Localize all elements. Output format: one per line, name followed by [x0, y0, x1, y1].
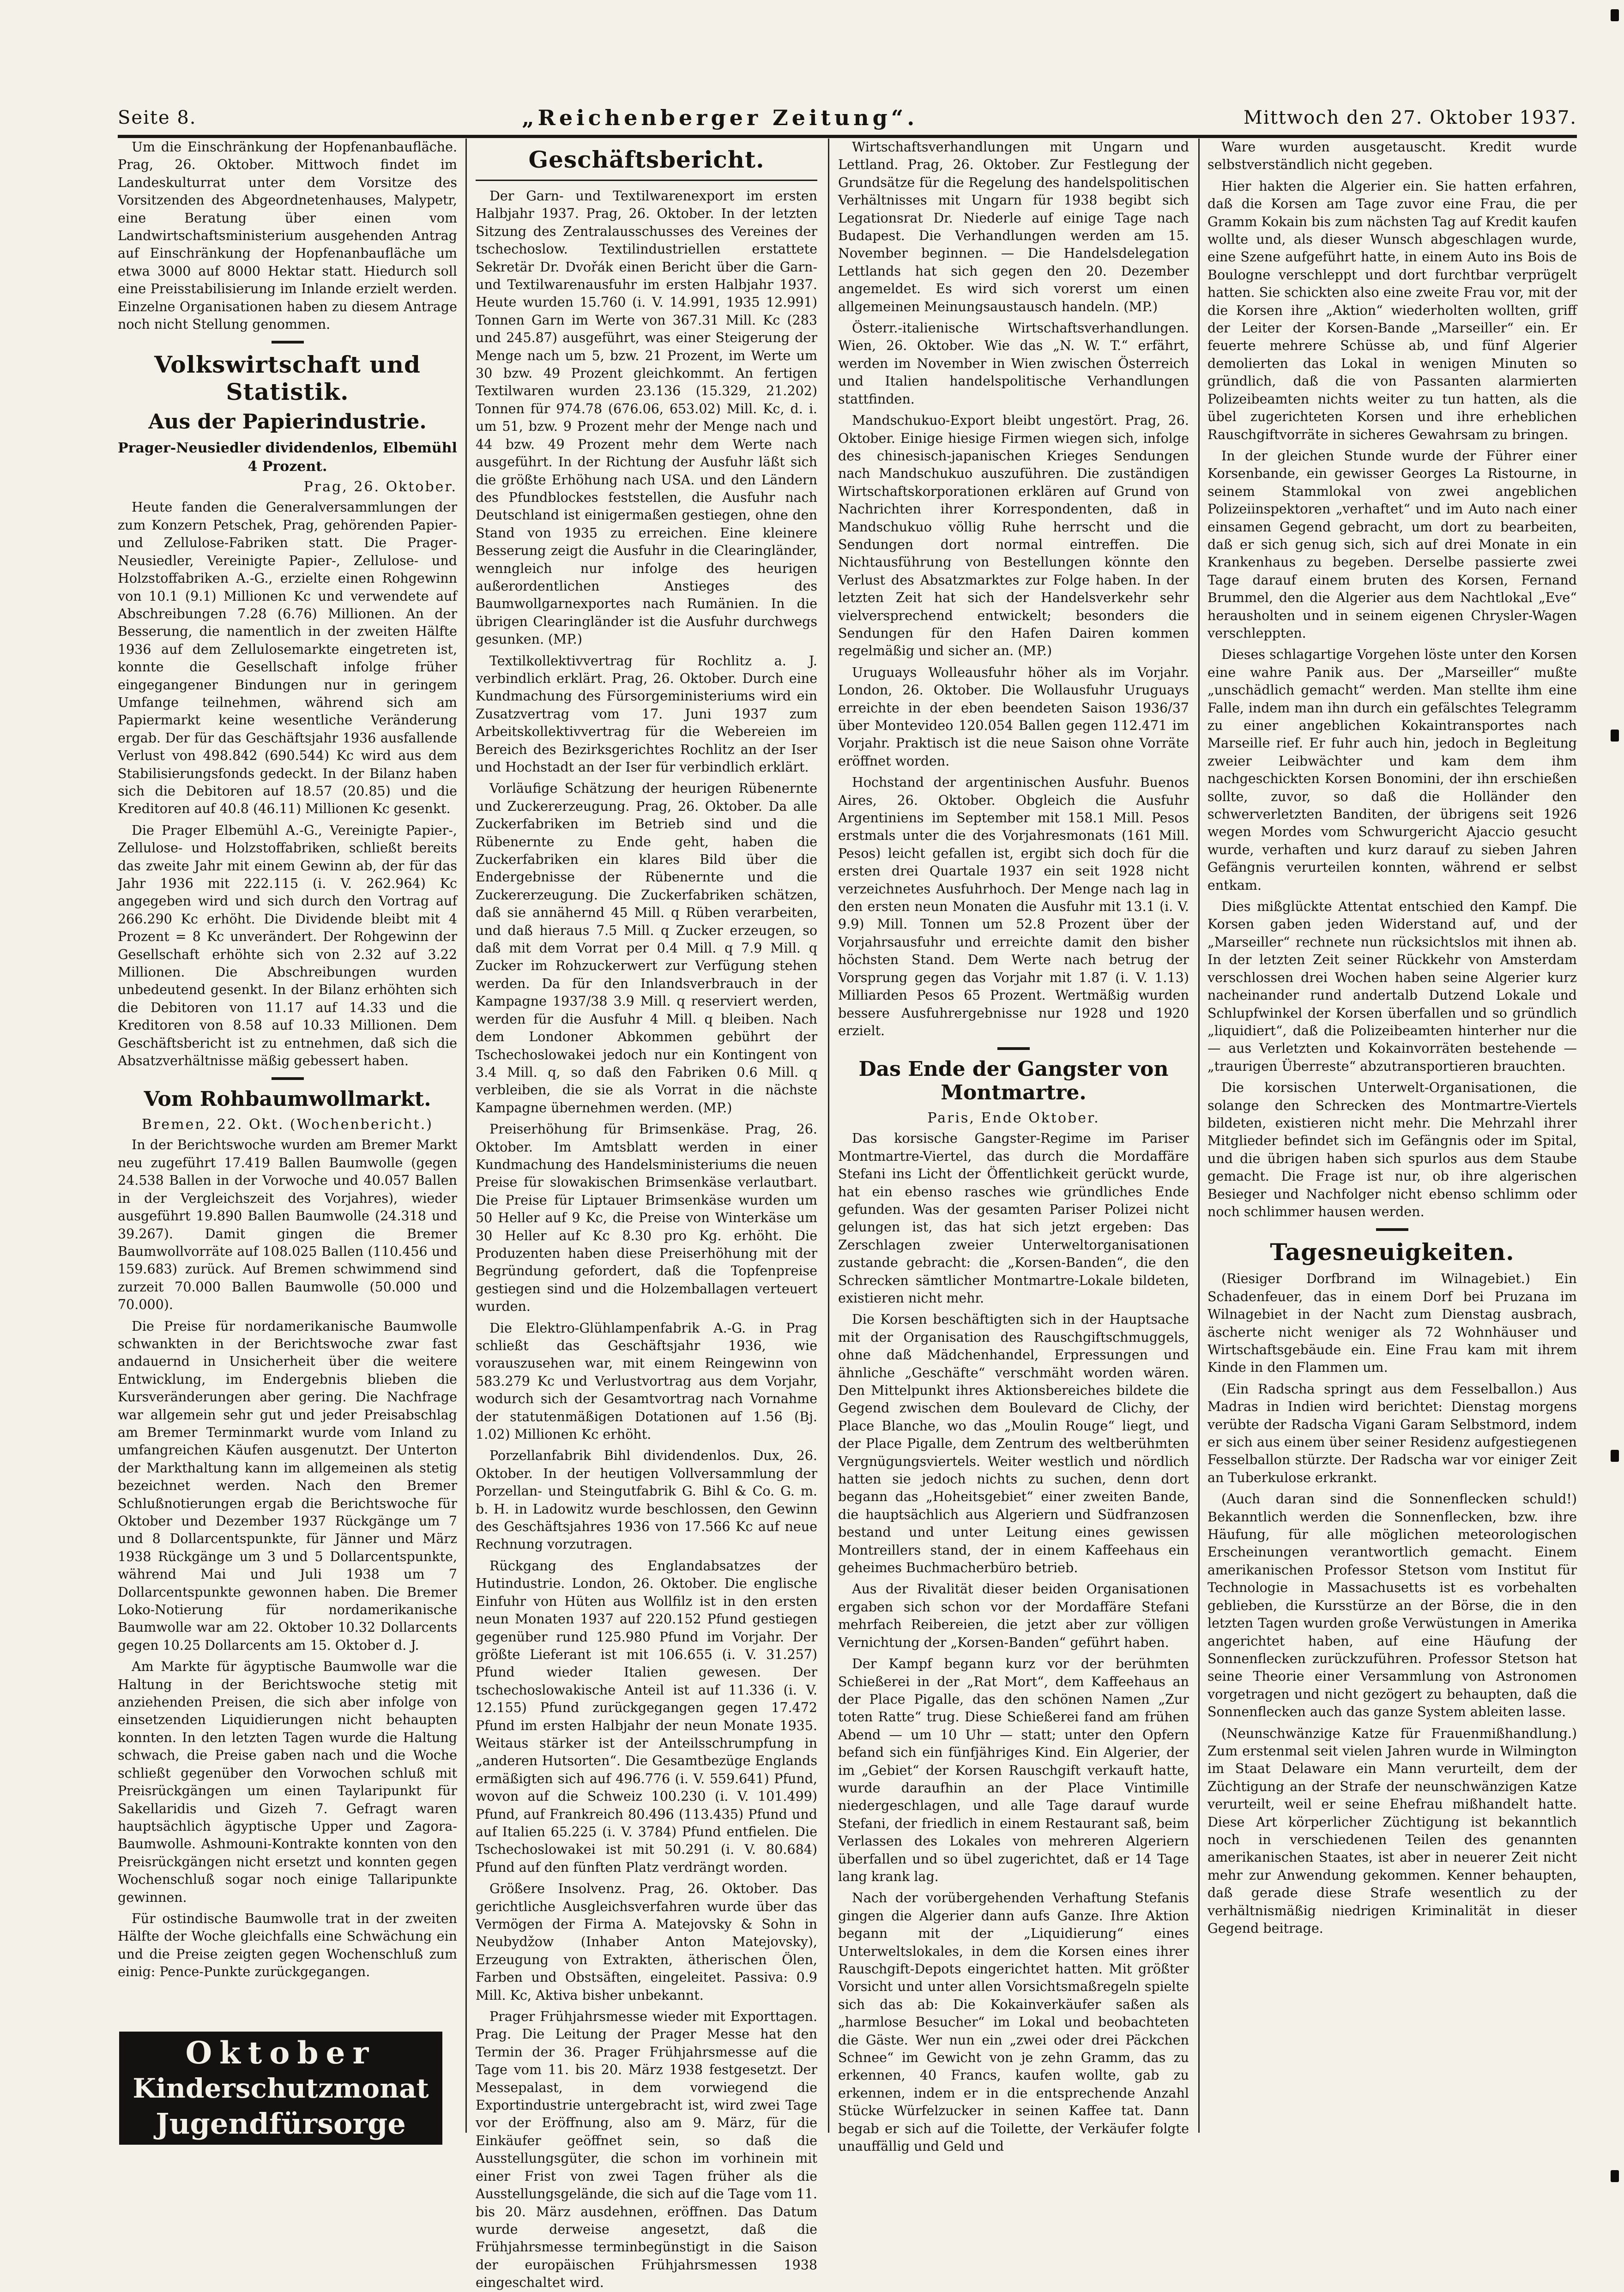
binding-hole: [1611, 2170, 1619, 2182]
column-divider: [828, 139, 829, 2133]
article-paragraph: Prager Frühjahrsmesse wieder mit Exporttagen. Prag. Die Leitung der Prager Messe hat den Termin der 36. Prager Frühjahrsmesse auf die Tage vom 11. bis 20. März 1938 festgesetzt. Der Messepalast, in dem vorwiegend die Exportindustrie untergebracht ist, wird zwei Tage vor der Eröffnung, also am 9. März, für die Einkäufer geöffnet sein, so daß die Ausstellungsgüter, die schon im vorhinein mit einer Frist von zwei Tagen früher als die Ausstellungsgelände, die sich auf die Tage vom 11. bis 20. März ausdehnen, eröffnen. Das Datum wurde derweise angesetzt, daß die Frühjahrsmesse terminbegünstigt in die Saison der europäischen Frühjahrsmessen 1938 eingeschaltet wird.: [476, 2009, 817, 2291]
column-4: [1207, 139, 1577, 2174]
issue-date: Mittwoch den 27. Oktober 1937.: [1243, 107, 1577, 128]
news-item: (Ein Radscha springt aus dem Fesselballon.) Aus Madras in Indien wird berichtet: Dienstag morgens verübte der Radscha Vigani Garam Selbstmord, indem er sich aus einem über seiner Residenz aufgestiegenen Fesselballon stürzte. Der Radscha war vor einiger Zeit an Tuberkulose erkrankt.: [1207, 1381, 1577, 1485]
article-paragraph: In der Berichtswoche wurden am Bremer Markt neu zugeführt 17.419 Ballen Baumwolle (gegen 24.538 Ballen in der Vorwoche und 40.057 Ballen in der Vergleichszeit des Vorjahres), wieder ausgeführt 19.890 Ballen Baumwolle (24.318 und 39.267). Damit gingen die Bremer Baumwollvorräte auf 108.025 Ballen (110.456 und 159.683) zurück. Auf Bremen schwimmend sind zurzeit 70.000 Ballen Baumwolle (50.000 und 70.000).: [118, 1137, 457, 1313]
article-heading-paper-industry: Aus der Papierindustrie.: [148, 410, 427, 434]
ad-line: Kinderschutzmonat: [133, 2072, 429, 2104]
article-paragraph: Österr.-italienische Wirtschaftsverhandlungen. Wien, 26. Oktober. Wie das „N. W. T.“ erfährt, werden im November in Wien zwischen Österreich und Italien handelspolitische Verhandlungen stattfinden.: [838, 320, 1189, 407]
page-number: Seite 8.: [118, 107, 197, 128]
news-item: (Auch daran sind die Sonnenflecken schuld!) Bekanntlich werden die Sonnenflecken, bzw. ihre Häufung, für alle möglichen meteorologischen Erscheinungen verantwortlich gemacht. Einem amerikanischen Professor Stetson vom Institut für Technologie in Massachusetts ist es vorbehalten geblieben, die Kursstürze an der Börse, die in den letzten Tagen wurden große Verwüstungen in Amerika angerichtet haben, auf eine Häufung der Sonnenflecken zurückzuführen. Professor Stetson hat seine Theorie einer Versammlung von Astronomen vorgetragen und nicht gezögert zu behaupten, daß die Sonnenflecken auch das ganze System ableiten lasse.: [1207, 1491, 1577, 1720]
separator: [272, 341, 304, 344]
article-paragraph: Der Garn- und Textilwarenexport im ersten Halbjahr 1937. Prag, 26. Oktober. In der letzten Sitzung des Zentralausschusses des Vereines der tschechoslow. Textilindustriellen erstattete Sekretär Dr. Dvořák einen Bericht über die Garn- und Textilwarenausfuhr im ersten Halbjahr 1937. Heute wurden 15.760 (i. V. 14.991, 1935 12.991) Tonnen Garn im Werte von 367.31 Mill. Kc (283 und 245.87) ausgeführt, was einer Steigerung der Menge nach um 5, bzw. 21 Prozent, im Werte um 30 bzw. 49 Prozent gleichkommt. An fertigen Textilwaren wurden 23.136 (15.329, 21.202) Tonnen für 974.78 (676.06, 653.02) Mill. Kc, d. i. um 51, bzw. 9 Prozent mehr der Menge nach und 44 bzw. 49 Prozent mehr dem Werte nach ausgeführt. In der Richtung der Ausfuhr läßt sich die größte Erhöhung nach USA. und den Ländern des Pfundblockes feststellen, die Ausfuhr nach Deutschland ist einigermaßen gestiegen, ohne den Stand von 1935 zu erreichen. Eine kleinere Besserung zeigt die Ausfuhr in die Clearingländer, wenngleich nur infolge des heurigen außerordentlichen Anstieges des Baumwollgarnexportes nach Rumänien. In die übrigen Clearingländer ist die Ausfuhr durchwegs gesunken. (MP.): [476, 188, 817, 647]
separator: [476, 180, 817, 181]
article-paragraph: Dieses schlagartige Vorgehen löste unter den Korsen eine wahre Panik aus. Der „Marseiller“ mußte „unschädlich gemacht“ werden. Man stellte ihm eine Falle, indem man ihn durch ein gefälschtes Telegramm zu einer angeblichen Kokaintransportes nach Marseille rief. Er fuhr auch hin, jedoch in Begleitung zweier Leibwächter und kam dem ihm nachgeschickten Korsen Bonomini, der ihn erschießen sollte, zuvor, so daß die Holländer den schwerverletzten Banditen, der übrigens seit 1926 wegen Mordes vom Schwurgericht Ajaccio gesucht wurde, verhaften und kurz darauf zu sieben Jahren Gefängnis verurteilen konnten, während er selbst entkam.: [1207, 647, 1577, 893]
article-paragraph: Das korsische Gangster-Regime im Pariser Montmartre-Viertel, das durch die Mordaffäre Stefani ins Licht der Öffentlichkeit gerückt wurde, hat ein ebenso rasches wie gründliches Ende gefunden. Was der gesamten Pariser Polizei nicht gelungen ist, das hat sich jetzt ergeben: Das Zerschlagen zweier Unterweltorganisationen zustande gebracht: die „Korsen-Banden“, die den Schrecken sämtlicher Montmartre-Lokale bildeten, existieren nicht mehr.: [838, 1131, 1189, 1306]
article-paragraph: Rückgang des Englandabsatzes der Hutindustrie. London, 26. Oktober. Die englische Einfuhr von Hüten aus Wollfilz ist in den ersten neun Monaten 1937 auf 220.152 Pfund gestiegen gegenüber rund 125.980 Pfund im Vorjahr. Der größte Lieferant ist mit 106.655 (i. V. 31.257) Pfund wieder Italien gewesen. Der tschechoslowakische Anteil ist auf 11.336 (i. V. 12.155) Pfund zurückgegangen gegen 17.472 Pfund im ersten Halbjahr der neun Monate 1935. Weitaus stärker ist der Anteilsschrumpfung in „anderen Hutsorten“. Die Gesamtbezüge Englands ermäßigten sich auf 496.776 (i. V. 559.641) Pfund, wovon auf die Schweiz 100.230 (i. V. 101.499) Pfund, auf Frankreich 80.496 (113.435) Pfund und auf Italien 65.225 (i. V. 3784) Pfund entfielen. Die Tschechoslowakei ist mit 50.291 (i. V. 80.684) Pfund auf den fünften Platz verdrängt worden.: [476, 1558, 817, 1875]
article-hop-acreage: Um die Einschränkung der Hopfenanbaufläche. Prag, 26. Oktober. Mittwoch findet im Landeskulturrat unter dem Vorsitze des Vorsitzenden des Abgeordnetenhauses, Malypetr, eine Beratung über einen vom Landwirtschaftsministerium ausgehenden Antrag auf Einschränkung der Hopfenanbaufläche um etwa 3000 auf 8000 Hektar statt. Hiedurch soll eine Preisstabilisierung im Inlande erzielt werden. Einzelne Organisationen haben zu diesem Antrage noch nicht Stellung genommen.: [118, 139, 457, 332]
article-paragraph: Dies mißglückte Attentat entschied den Kampf. Die Korsen gaben jeden Widerstand auf, und der „Marseiller“ rechnete nun rücksichtslos mit ihnen ab. In der letzten Zeit seiner Rückkehr von Amsterdam verschlossen drei Wochen haben seine Algerier kurz nacheinander rund andertalb Dutzend Lokale und Schlupfwinkel der Korsen überfallen und so gründlich „liquidiert“, daß die Polizeibeamten hinterher nur die — aus Verletzten und Kokainvorräten bestehende — „traurigen Überreste“ abzutransportieren brauchten.: [1207, 899, 1577, 1074]
dateline: Prag, 26. Oktober.: [303, 479, 457, 495]
article-paragraph: Die korsischen Unterwelt-Organisationen, die solange den Schrecken des Montmartre-Viertels bildeten, existieren nicht mehr. Die Mehrzahl ihrer Mitglieder befindet sich im Gefängnis oder im Spital, und die übrigen haben sich spurlos aus dem Staube gemacht. Die Frage ist nur, ob ihre algerischen Besieger und Nachfolger nicht ebenso schlimm oder noch schlimmer hausen werden.: [1207, 1080, 1577, 1219]
dateline: Bremen, 22. Okt. (Wochenbericht.): [142, 1116, 433, 1133]
article-paragraph: Die Elektro-Glühlampenfabrik A.-G. in Prag schließt das Geschäftsjahr 1936, wie vorauszusehen war, mit einem Reingewinn von 583.279 Kc und Verlustvortrag aus dem Vorjahr, wodurch sich der Gesamtvortrag nach Vornahme der statutenmäßigen Dotationen auf 1.56 (Bj. 1.02) Millionen Kc erhöht.: [476, 1320, 817, 1442]
article-paragraph: Ware wurden ausgetauscht. Kredit wurde selbstverständlich nicht gegeben.: [1207, 139, 1577, 173]
article-paragraph: In der gleichen Stunde wurde der Führer einer Korsenbande, ein gewisser Georges La Ristourne, in seinem Stammlokal von zwei angeblichen Polizeiinspektoren „verhaftet“ und im Auto nach einer einsamen Gegend gebracht, um dort zu bearbeiten, daß er sich genug sich, sich auf drei Monate in ein Krankenhaus zu begeben. Derselbe passierte zwei Tage darauf einem bruten des Korsen, Fernand Brummel, den die Algerier aus dem Nachtlokal „Eve“ herausholten und in seinem eigenen Chrysler-Wagen verschleppten.: [1207, 448, 1577, 641]
article-paragraph: Mandschukuo-Export bleibt ungestört. Prag, 26. Oktober. Einige hiesige Firmen wiegen sich, infolge des chinesisch-japanischen Krieges Sendungen nach Mandschukuo auszuführen. Die zuständigen Wirtschaftskorporationen erklären auf Grund von Nachrichten ihrer Korrespondenten, daß in Mandschukuo völlig Ruhe herrscht und die Sendungen dort normal eintreffen. Die Nichtausführung von Bestellungen könnte den Verlust des Absatzmarktes zur Folge haben. In der letzten Zeit hat sich der Handelsverkehr sehr vielversprechend entwickelt; besonders die Sendungen für den Hafen Dairen kommen regelmäßig und sicher an. (MP.): [838, 413, 1189, 659]
binding-hole: [1611, 1450, 1619, 1462]
column-3: [838, 139, 1189, 2174]
masthead-rule: [118, 135, 1577, 138]
section-heading-business: Geschäftsbericht.: [528, 146, 765, 173]
section-heading-daily-news: Tagesneuigkeiten.: [1270, 1238, 1515, 1266]
article-paragraph: Textilkollektivvertrag für Rochlitz a. J. verbindlich erklärt. Prag, 26. Oktober. Durch eine Kundmachung des Fürsorgeministeriums wird ein Zusatzvertrag vom 17. Juni 1937 zum Arbeitskollektivvertrag für die Webereien im Bereich des Bezirksgerichtes Rochlitz an der Iser und Hochstadt an der Iser für verbindlich erklärt.: [476, 653, 817, 775]
article-paragraph: Nach der vorübergehenden Verhaftung Stefanis gingen die Algerier dann aufs Ganze. Ihre Aktion begann mit der „Liquidierung“ eines Unterweltslokales, in dem die Korsen eines ihrer Rauschgift-Depots eingerichtet hatten. Mit größter Vorsicht und unter allen Vorsichtsmaßregeln spielte sich das ab: Die Kokainverkäufer saßen als „harmlose Besucher“ im Lokal und beobachteten die Gäste. Wer nun ein „zwei oder drei Päckchen Schnee“ im Gewicht von je zehn Gramm, das zu erkennen, 40 Francs, kaufen wollte, gab zu erkennen, indem er in die entsprechende Anzahl Stücke Würfelzucker in seinen Kaffee tat. Dann begab er sich auf die Toilette, der Verkäufer folgte unauffällig und Geld und: [838, 1890, 1189, 2154]
article-paragraph: Uruguays Wolleausfuhr höher als im Vorjahr. London, 26. Oktober. Die Wollausfuhr Uruguays erreichte in der eben beendeten Saison 1936/37 über Montevideo 120.054 Ballen gegen 112.471 im Vorjahr. Praktisch ist die neue Saison ohne Vorräte eröffnet worden.: [838, 664, 1189, 769]
article-paragraph: Hier hakten die Algerier ein. Sie hatten erfahren, daß die Korsen am Tage zuvor eine Frau, die per Gramm Kokain bis zum nächsten Tag auf Kredit kaufen wollte und, als dieser Wunsch abgeschlagen wurde, eine Szene aufgeführt hatte, in einem Auto ins Bois de Boulogne verschleppt und dort furchtbar verprügelt hatten. Sie schickten also eine zweite Frau vor, mit der die Korsen ihre „Aktion“ wiederholten wollten, griff der Leiter der Korsen-Bande „Marseiller“ ein. Er feuerte mehrere Schüsse ab, und fünf Algerier demolierten das Lokal in wenigen Minuten so gründlich, daß die von Passanten alarmierten Polizeibeamten nichts weiter zu tun hatten, als die übel zugerichteten Korsen und ihre erheblichen Rauschgiftvorräte in sicheres Gewahrsam zu bringen.: [1207, 178, 1577, 442]
article-heading-cotton-market: Vom Rohbaumwollmarkt.: [144, 1087, 431, 1111]
article-paragraph: Für ostindische Baumwolle trat in der zweiten Hälfte der Woche gleichfalls eine Schwächung ein und die Preise zeigten gegen Wochenschluß zum einig: Pence-Punkte zurückgegangen.: [118, 1911, 457, 1980]
column-2: [476, 139, 817, 2291]
article-paragraph: Am Markte für ägyptische Baumwolle war die Haltung in der Berichtswoche stetig mit anziehenden Preisen, die sich aber infolge von einsetzenden Liquidierungen nicht behaupten konnten. In den letzten Tagen wurde die Haltung schwach, die Preise gaben nach und die Woche schließt gegenüber den Vorwochen schluß mit Preisrückgängen um einen Taylaripunkt für Sakellaridis und Gizeh 7. Gefragt waren hauptsächlich ägyptische Upper und Zagora-Baumwolle. Ashmouni-Kontrakte konnten von den Preisrückgängen nicht ersetzt und konnten gegen Wochenschluß sogar noch einige Tallaripunkte gewinnen.: [118, 1659, 457, 1905]
article-paragraph: Aus der Rivalität dieser beiden Organisationen ergaben sich schon vor der Mordaffäre Stefani mehrfach Reibereien, die jetzt aber zur völligen Vernichtung der „Korsen-Banden“ geführt haben.: [838, 1581, 1189, 1650]
separator: [997, 1047, 1030, 1050]
article-paragraph: Die Korsen beschäftigten sich in der Hauptsache mit der Organisation des Rauschgiftschmuggels, ohne daß Mädchenhandel, Erpressungen und ähnliche „Geschäfte“ verschmäht worden wären. Den Mittelpunkt ihres Aktionsbereiches bildete die Gegend zwischen dem Boulevard de Clichy, der Place Blanche, wo das „Moulin Rouge“ liegt, und der Place Pigalle, dem Zentrum des weltberühmten Vergnügungsviertels. Weiter westlich und nördlich hatten sie jedoch nichts zu suchen, denn dort begann das „Hoheitsgebiet“ einer zweiten Bande, die hauptsächlich aus Algeriern und Südfranzosen bestand und unter Leitung eines gewissen Montreillers stand, der in einem Kaffeehaus ein geheimes Buchmacherbüro betrieb.: [838, 1312, 1189, 1576]
article-paragraph: Heute fanden die Generalversammlungen der zum Konzern Petschek, Prag, gehörenden Papier- und Zellulose-Fabriken statt. Die Prager-Neusiedler, Vereinigte Papier-, Zellulose- und Holzstoffabriken A.-G., erzielte einen Rohgewinn von 10.1 (9.1) Millionen Kc und verwendete auf Abschreibungen 7.28 (6.76) Millionen. An der Besserung, die namentlich in der zweiten Hälfte 1936 auf dem Zellulosemarkte eingetreten ist, konnte die Gesellschaft infolge früher eingegangener Bindungen nur in geringem Umfange teilnehmen, während sich am Papiermarkt keine wesentliche Veränderung ergab. Der für das Geschäftsjahr 1936 ausfallende Verlust von 498.842 (690.544) Kc wird aus dem Stabilisierungsfonds gedeckt. In der Bilanz haben sich die Debitoren auf 18.57 (20.85) und die Kreditoren auf 40.8 (46.11) Millionen Kc gesenkt.: [118, 500, 457, 817]
newspaper-title: „Reichenberger Zeitung“.: [522, 105, 918, 130]
dateline: Paris, Ende Oktober.: [927, 1110, 1100, 1127]
article-heading-gangsters: Das Ende der Gangster von Montmartre.: [858, 1057, 1169, 1105]
ad-line: Oktober: [185, 2034, 376, 2071]
binding-hole: [1611, 730, 1619, 742]
separator: [272, 1077, 304, 1080]
news-item: (Riesiger Dorfbrand im Wilnagebiet.) Ein Schadenfeuer, das in einem Dorf bei Pruzana im Wilnagebiet in der Nacht zum Dienstag ausbrach, äscherte nicht weniger als 72 Wohnhäuser und Wirtschaftsgebäude ein. Eine Frau kam mit ihrem Kinde in den Flammen um.: [1207, 1271, 1577, 1375]
article-paragraph: Porzellanfabrik Bihl dividendenlos. Dux, 26. Oktober. In der heutigen Vollversammlung der Porzellan- und Steingutfabrik G. Bihl & Co. G. m. b. H. in Ladowitz wurde beschlossen, den Gewinn des Geschäftsjahres 1936 von 17.566 Kc auf neue Rechnung vorzutragen.: [476, 1448, 817, 1552]
article-paragraph: Preiserhöhung für Brimsenkäse. Prag, 26. Oktober. Im Amtsblatt werden in einer Kundmachung des Handelsministeriums die neuen Preise für slowakischen Brimsenkäse verlautbart. Die Preise für Liptauer Brimsenkäse wurden um 50 Heller auf 9 Kc, die Preise von Winterkäse um 30 Heller auf Kc 8.30 pro Kg. erhöht. Die Produzenten haben diese Preiserhöhung mit der Begründung gefordert, daß die Topfenpreise gestiegen sind und die Holzemballagen verteuert wurden.: [476, 1122, 817, 1315]
separator: [1376, 1228, 1408, 1231]
article-subheading: Prager-Neusiedler dividendenlos, Elbemühl 4 Prozent.: [118, 440, 457, 475]
ad-line: Jugendfürsorge: [156, 2106, 406, 2141]
article-paragraph: Die Prager Elbemühl A.-G., Vereinigte Papier-, Zellulose- und Holzstoffabriken, schließt bereits das zweite Jahr mit einem Gewinn ab, der für das Jahr 1936 mit 222.115 (i. V. 262.964) Kc angegeben wird und sich durch den Vortrag auf 266.290 Kc erhöht. Die Dividende bleibt mit 4 Prozent = 8 Kc unverändert. Der Rohgewinn der Gesellschaft erhöhte sich von 2.32 auf 3.22 Millionen. Die Abschreibungen wurden unbedeutend gesenkt. In der Bilanz erhöhten sich die Debitoren von 11.17 auf 14.33 und die Kreditoren von 8.58 auf 10.33 Millionen. Dem Geschäftsbericht ist zu entnehmen, daß sich die Absatzverhältnisse mäßig gebessert haben.: [118, 822, 457, 1069]
news-item: (Neunschwänzige Katze für Frauenmißhandlung.) Zum erstenmal seit vielen Jahren wurde in Wilmington im Staat Delaware ein Mann verurteilt, dem der Züchtigung an der Strafe der neunschwänzigen Katze verurteilt, weil er seine Ehefrau mißhandelt hatte. Diese Art körperlicher Züchtigung ist bekanntlich noch in verschiedenen Teilen des genannten amerikanischen Staates, ist aber in neuerer Zeit nicht mehr zur Anwendung gekommen. Kenner behaupten, daß gerade diese Strafe wesentlich zu der verhältnismäßig niedrigen Kriminalität in dieser Gegend beitrage.: [1207, 1725, 1577, 1936]
column-divider: [465, 139, 467, 2133]
advertisement-child-protection: [119, 2032, 442, 2145]
article-paragraph: Vorläufige Schätzung der heurigen Rübenernte und Zuckererzeugung. Prag, 26. Oktober. Da alle Zuckerfabriken im Betrieb sind und die Rübenernte zu Ende geht, haben die Zuckerfabriken ein klares Bild über die Endergebnisse der Rübenernte und die Zuckererzeugung. Die Zuckerfabriken schätzen, daß sie annähernd 45 Mill. q Rüben verarbeiten, und daß hieraus 7.5 Mill. q Zucker erzeugen, so daß mit dem Vorrat per 0.4 Mill. q 7.9 Mill. q Zucker im Rohzuckerwert zur Verfügung stehen werden. Da für den Inlandsverbrauch in der Kampagne 1937/38 3.9 Mill. q reserviert werden, werden für die Ausfuhr 4 Mill. q bleiben. Nach dem Londoner Abkommen gebührt der Tschechoslowakei jedoch nur ein Kontingent von 3.4 Mill. q, so daß den Fabriken 0.6 Mill. q verbleiben, die sie als Vorrat in die nächste Kampagne übernehmen werden. (MP.): [476, 781, 817, 1116]
binding-hole: [1611, 9, 1619, 21]
column-divider: [1198, 139, 1200, 2133]
article-paragraph: Wirtschaftsverhandlungen mit Ungarn und Lettland. Prag, 26. Oktober. Zur Festlegung der Grundsätze für die Regelung des handelspolitischen Verhältnisses mit Ungarn für 1938 begibt sich Legationsrat Dr. Niederle auf einige Tage nach Budapest. Die Verhandlungen werden am 15. November beginnen. — Die Handelsdelegation Lettlands hat sich gegen den 20. Dezember angemeldet. Es wird sich vorerst um einen allgemeinen Meinungsaustausch handeln. (MP.): [838, 139, 1189, 314]
column-1: [118, 139, 457, 2174]
article-paragraph: Der Kampf begann kurz vor der berühmten Schießerei in der „Rat Mort“, dem Kaffeehaus an der Place Pigalle, das den schönen Namen „Zur toten Ratte“ trug. Diese Schießerei fand am frühen Abend — um 10 Uhr — statt; unter den Opfern befand sich ein fünfjähriges Kind. Ein Algerier, der im „Gebiet“ der Korsen Rauschgift verkauft hatte, wurde daraufhin an der Place Vintimille niedergeschlagen, und alle Tage darauf wurde Stefani, der friedlich in einem Restaurant saß, beim Verlassen des Lokales von mehreren Algeriern überfallen und so übel zugerichtet, daß er 14 Tage lang krank lag.: [838, 1656, 1189, 1884]
section-heading-economy: Volkswirtschaft und Statistik.: [154, 351, 421, 406]
article-paragraph: Größere Insolvenz. Prag, 26. Oktober. Das gerichtliche Ausgleichsverfahren wurde über das Vermögen der Firma A. Matejovsky & Sohn in Neubydžow (Inhaber Anton Matejovsky), Erzeugung von Extrakten, ätherischen Ölen, Farben und Obstsäften, eingeleitet. Passiva: 0.9 Mill. Kc, Aktiva bisher unbekannt.: [476, 1881, 817, 2003]
article-paragraph: Die Preise für nordamerikanische Baumwolle schwankten in der Berichtswoche zwar fast andauernd in Unsicherheit über die weitere Entwicklung, im Endergebnis blieben die Kursveränderungen aber gering. Die Nachfrage war allgemein sehr gut und jeder Preisabschlag am Bremer Terminmarkt wurde vom Inland zu umfangreichen Käufen ausgenutzt. Der Unterton der Markthaltung kann im allgemeinen als stetig bezeichnet werden. Nach den Bremer Schlußnotierungen ergab die Berichtswoche für Oktober und Dezember 1937 Rückgänge um 7 und 8 Dollarcentspunkte, für Jänner und März 1938 Rückgänge um 3 und 5 Dollarcentspunkte, während Mai und Juli 1938 um 7 Dollarcentspunkte gewonnen haben. Die Bremer Loko-Notierung für nordamerikanische Baumwolle war am 22. Oktober 10.32 Dollarcents gegen 10.25 Dollarcents am 15. Oktober d. J.: [118, 1318, 457, 1653]
masthead: [118, 104, 1577, 132]
article-paragraph: Hochstand der argentinischen Ausfuhr. Buenos Aires, 26. Oktober. Obgleich die Ausfuhr Argentiniens im September mit 158.1 Mill. Pesos erstmals unter die des Vorjahresmonats (161 Mill. Pesos) leicht gefallen ist, ergibt sich doch für die ersten drei Quartale 1937 ein seit 1928 nicht verzeichnetes Ausfuhrhoch. Der Menge nach lag in den ersten neun Monaten die Ausfuhr mit 13.1 (i. V. 9.9) Mill. Tonnen um 52.8 Prozent über der Vorjahrsausfuhr und erreichte damit den bisher höchsten Stand. Dem Werte nach betrug der Vorsprung gegen das Vorjahr mit 1.87 (i. V. 1.13) Milliarden Pesos 65 Prozent. Wertmäßig wurden bessere Ausfuhrergebnisse nur 1928 und 1920 erzielt.: [838, 775, 1189, 1038]
